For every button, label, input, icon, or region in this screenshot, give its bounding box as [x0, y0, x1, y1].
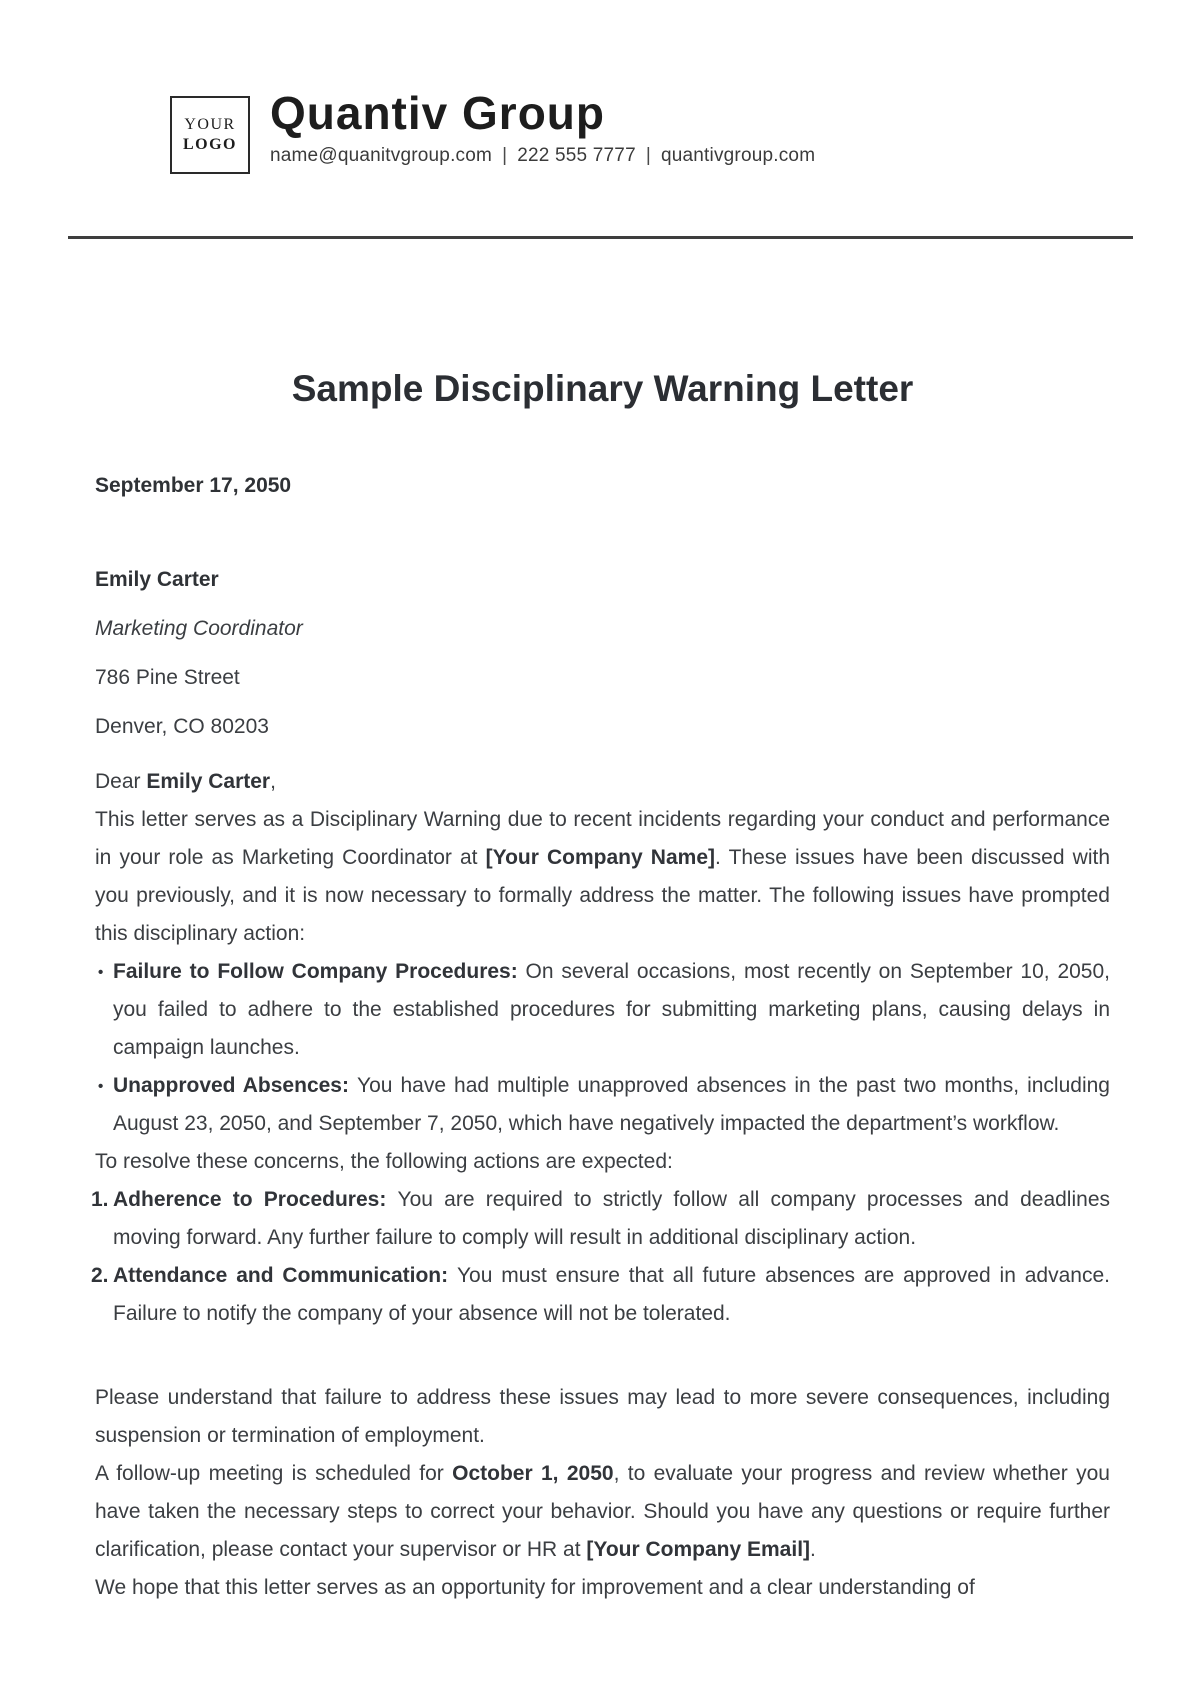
bullet-marker: • — [98, 1078, 104, 1095]
contact-website: quantivgroup.com — [660, 145, 816, 166]
contact-separator: | — [502, 145, 508, 166]
issue-text: Unapproved Absences: You have had multiple unapproved absences in the past two months, including August 23, 2050, and September 7, 2050, which have negatively impacted the department’s workflow. — [113, 1074, 1110, 1135]
paragraph-closing-partial: We hope that this letter serves as an opportunity for improvement and a clear understanding of — [95, 1576, 975, 1599]
letter-body — [0, 367, 1200, 1607]
issue-text: Failure to Follow Company Procedures: On several occasions, most recently on September 10, 2050, you failed to adhere to the established procedures for submitting marketing plans, causing delays in campaign launches. — [113, 960, 1110, 1059]
paragraph-actions-lead-in: To resolve these concerns, the following actions are expected: — [95, 1150, 673, 1173]
header-divider — [68, 236, 1133, 239]
salutation: Dear Emily Carter, — [95, 770, 276, 793]
recipient-role: Marketing Coordinator — [95, 617, 303, 640]
contact-separator: | — [645, 145, 651, 166]
action-text: Attendance and Communication: You must ensure that all future absences are approved in advance. Failure to notify the company of your absence will not be tolerated. — [113, 1264, 1110, 1325]
paragraph-intro: This letter serves as a Disciplinary Warning due to recent incidents regarding your conduct and performance in your role as Marketing Coordinator at [Your Company Name]. These issues have been discussed with you previously, and it is now necessary to formally address the matter. The following issues have prompted this disciplinary action: — [95, 808, 1110, 945]
company-name: Quantiv Group — [270, 87, 605, 139]
contact-line — [270, 143, 815, 169]
company-logo — [170, 96, 250, 174]
list-item — [91, 1181, 1110, 1257]
letter-date: September 17, 2050 — [95, 474, 292, 497]
recipient-address-city: Denver, CO 80203 — [95, 715, 269, 738]
letter-title: Sample Disciplinary Warning Letter — [291, 368, 914, 409]
number-marker: 2. — [91, 1264, 109, 1287]
list-item — [91, 1257, 1110, 1333]
actions-list — [91, 1181, 1110, 1333]
bullet-marker: • — [98, 964, 104, 981]
contact-phone: 222 555 7777 — [517, 145, 636, 166]
letterhead — [0, 0, 1200, 174]
contact-email: name@quanitvgroup.com — [270, 145, 493, 166]
recipient-block — [95, 567, 1110, 740]
letter-content — [91, 763, 1110, 1607]
paragraph-consequences: Please understand that failure to address these issues may lead to more severe consequences, including suspension or termination of employment. — [95, 1386, 1110, 1447]
list-item — [95, 1067, 1110, 1143]
action-text: Adherence to Procedures: You are required to strictly follow all company processes and deadlines moving forward. Any further failure to comply will result in additional disciplinary action. — [113, 1188, 1110, 1249]
recipient-address-street: 786 Pine Street — [95, 666, 240, 689]
number-marker: 1. — [91, 1188, 109, 1211]
issues-list — [95, 953, 1110, 1143]
logo-text-line2: LOGO — [182, 136, 237, 153]
logo-text-line1: YOUR — [184, 116, 236, 133]
paragraph-follow-up: A follow-up meeting is scheduled for October 1, 2050, to evaluate your progress and review whether you have taken the necessary steps to correct your behavior. Should you have any questions or require further clarification, please contact your supervisor or HR at [Your Company Email]. — [95, 1462, 1110, 1561]
brand-block — [270, 84, 815, 169]
recipient-name: Emily Carter — [95, 568, 219, 591]
list-item — [95, 953, 1110, 1067]
